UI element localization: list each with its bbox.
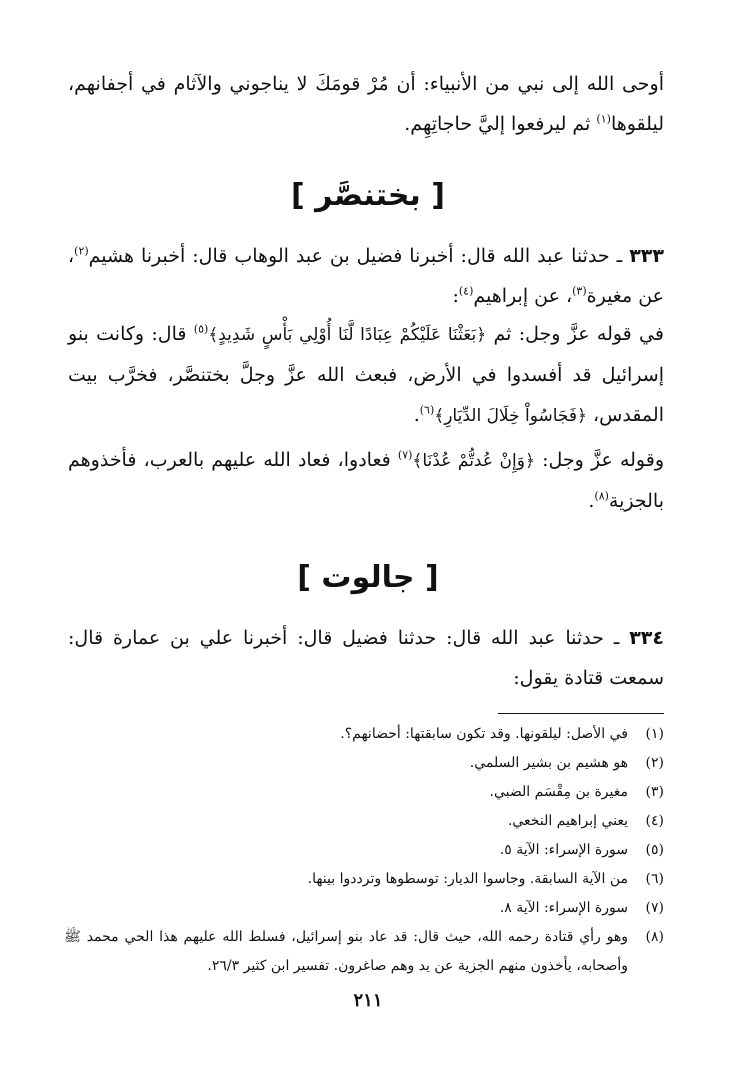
commentary-text-part: وقوله عزَّ وجل:: [534, 449, 664, 471]
narration-333: [68, 236, 664, 316]
quran-verse: ﴿فَجَاسُواْ خِلَالَ الدِّيَارِ﴾: [434, 406, 587, 426]
commentary-text-part: .: [413, 404, 420, 426]
quran-verse: ﴿وَإِنْ عُدتُّمْ عُدْنَا﴾: [412, 451, 535, 471]
footnote-text: من الآية السابقة. وجاسوا الديار: توسطوها وترددوا بينها.: [307, 871, 628, 887]
footnote: [64, 778, 664, 807]
footnote-text: مغيرة بن مِقْسَم الضبي.: [489, 784, 628, 800]
narration-text: [68, 236, 664, 316]
footnote-ref: (١): [596, 112, 611, 126]
paragraph-text-part: ثم ليرفعوا إليَّ حاجاتِهِم.: [404, 113, 597, 135]
commentary-text: [68, 440, 664, 521]
footnote-text: في الأصل: ليلقونها. وقد تكون سابقتها: أحضانهم؟.: [340, 726, 628, 742]
quran-verse: ﴿بَعَثْنَا عَلَيْكُمْ عِبَادًا لَّنَا أُوْلِي بَأْسٍ شَدِيدٍ﴾: [208, 325, 487, 345]
footnote-number: (٦): [645, 871, 664, 887]
commentary-text: [68, 314, 664, 436]
section-heading-bukhtanassar: [ بختنصَّر ]: [291, 178, 445, 213]
footnote-number: (٧): [645, 900, 664, 916]
footnote-ref: (٢): [74, 244, 89, 258]
footnote-ref: (٣): [572, 284, 587, 298]
narration-number: ٣٣٤: [629, 627, 664, 649]
narration-text-part: :: [452, 285, 459, 307]
commentary-paragraph-2: [68, 440, 664, 521]
footnote-ref: (٧): [397, 448, 413, 462]
footnote: [64, 749, 664, 778]
footnote-text: هو هشيم بن بشير السلمي.: [469, 755, 628, 771]
footnote-number: (٤): [645, 813, 664, 829]
narration-text-part: ـ حدثنا عبد الله قال: حدثنا فضيل قال: أخبرنا علي بن عمارة قال: سمعت قتادة يقول:: [68, 627, 664, 689]
footnote-ref: (٥): [193, 322, 209, 336]
paragraph-text-part: أوحى الله إلى نبي من الأنبياء: أن مُرْ قومَكَ لا يناجوني والآثام في أجفانهم، ليلقوها: [68, 73, 664, 135]
footnote: [64, 836, 664, 865]
footnote-number: (٨): [645, 929, 664, 945]
footnote: [64, 923, 664, 981]
footnote: [64, 865, 664, 894]
footnote-number: (١): [645, 726, 664, 742]
footnote: [64, 720, 664, 749]
footnote-number: (٣): [645, 784, 664, 800]
paragraph-text: [68, 64, 664, 144]
footnote-text: سورة الإسراء: الآية ٨.: [499, 900, 628, 916]
commentary-paragraph: [68, 314, 664, 436]
narration-text-part: ، عن إبراهيم: [473, 285, 573, 307]
footnote-ref: (٨): [594, 489, 609, 503]
page-number: ٢١١: [353, 990, 383, 1011]
narration-text: [68, 618, 664, 698]
commentary-text-part: .: [588, 490, 595, 512]
continued-paragraph: [68, 64, 664, 144]
footnote: [64, 807, 664, 836]
narration-334: [68, 618, 664, 698]
commentary-text-part: فعادوا، فعاد الله عليهم بالعرب، فأخذوهم بالجزية: [68, 449, 664, 512]
footnote-number: (٥): [645, 842, 664, 858]
narration-number: ٣٣٣: [629, 245, 664, 267]
footnote-text: وهو رأي قتادة رحمه الله، حيث قال: قد عاد بنو إسرائيل، فسلط الله عليهم هذا الحي محمد ﷺ وأصحابه، يأخذون منهم الجزية عن يد وهم صاغرون. تفسير ابن كثير ٢٦/٣.: [64, 929, 628, 974]
footnote-ref: (٦): [419, 403, 435, 417]
commentary-text-part: قال: وكانت بنو إسرائيل قد أفسدوا في الأرض، فبعث الله عزَّ وجلَّ بختنصَّر، فخرَّب بيت المقدس،: [68, 323, 664, 426]
narration-text-part: ـ حدثنا عبد الله قال: أخبرنا فضيل بن عبد الوهاب قال: أخبرنا هشيم: [88, 245, 630, 267]
footnote-text: يعني إبراهيم النخعي.: [507, 813, 628, 829]
footnote-number: (٢): [645, 755, 664, 771]
narration-text-part: ، عن مغيرة: [68, 245, 664, 307]
footnote-ref: (٤): [458, 284, 474, 298]
commentary-text-part: في قوله عزَّ وجل: ثم: [486, 323, 664, 345]
footnotes-list: [64, 720, 664, 981]
footnote-separator: [498, 713, 664, 714]
footnote: [64, 894, 664, 923]
section-heading-jalut: [ جالوت ]: [297, 560, 439, 595]
footnote-text: سورة الإسراء: الآية ٥.: [499, 842, 628, 858]
